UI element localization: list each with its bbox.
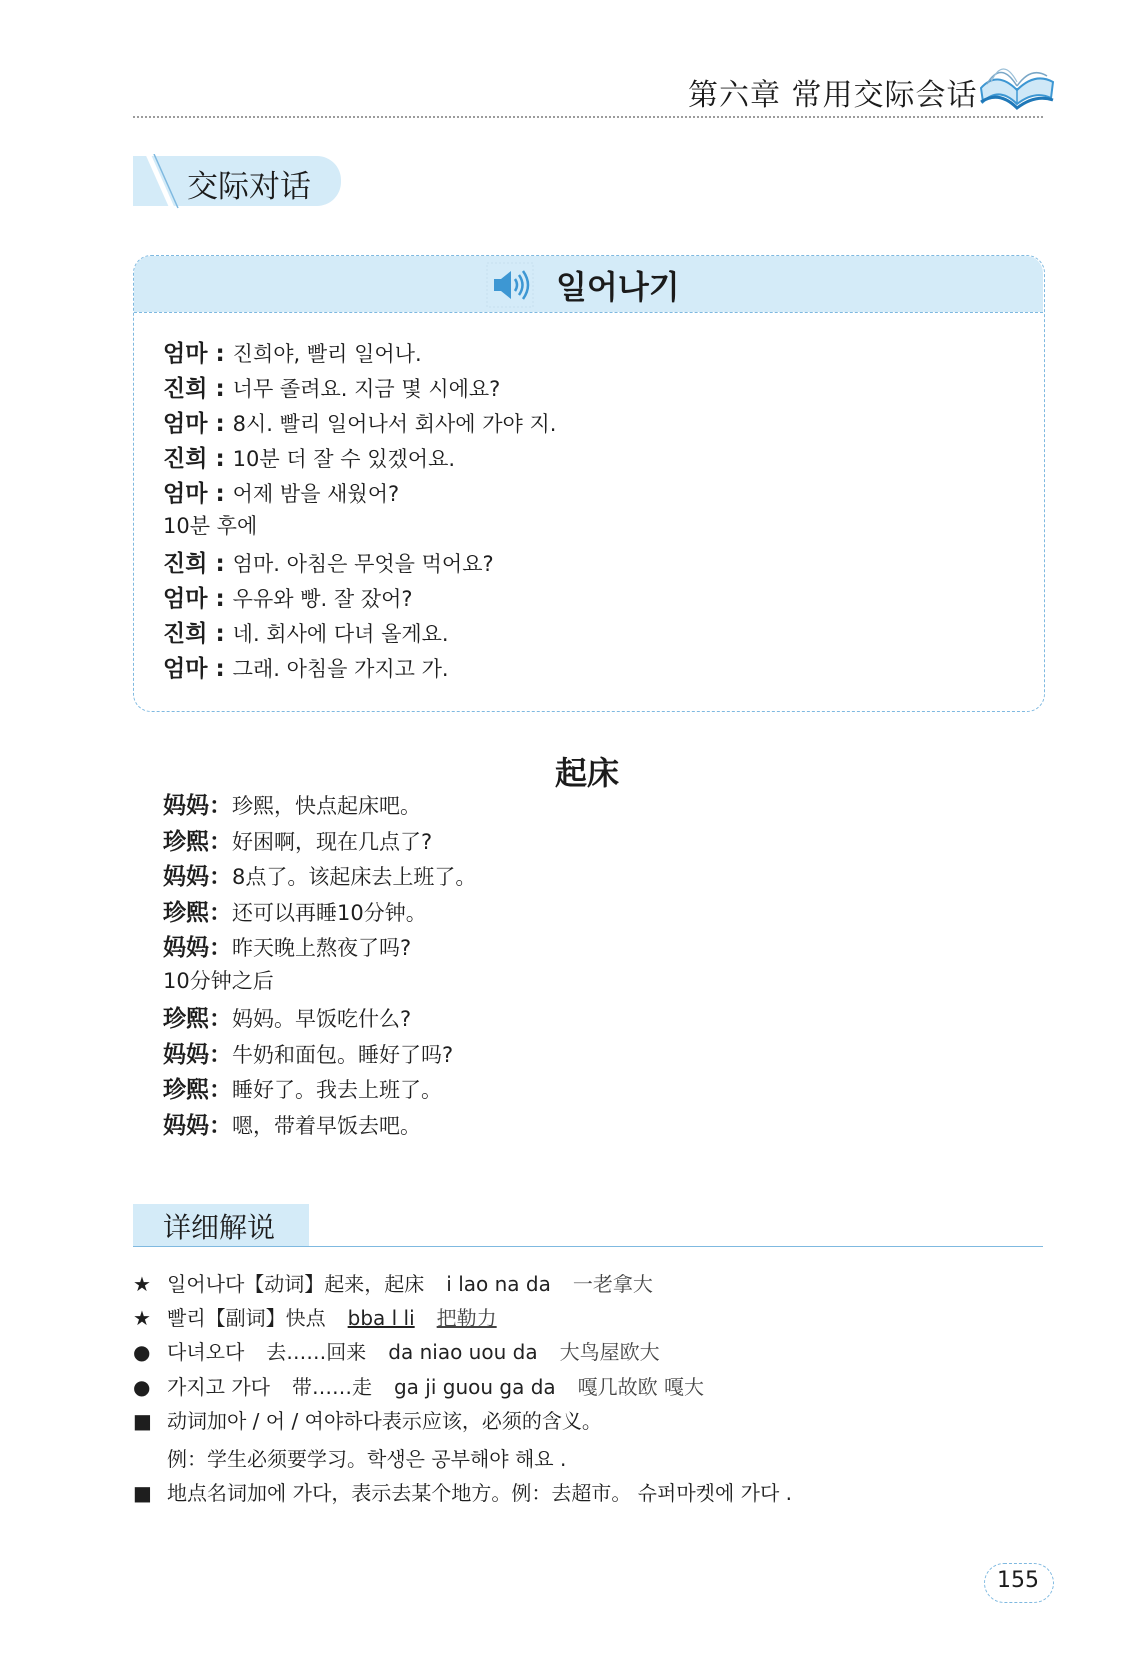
dialog-line: 엄마 : 8시. 빨리 일어나서 회사에 가야 지. <box>163 411 557 437</box>
dialog-line: 진희 : 너무 졸려요. 지금 몇 시에요? <box>163 376 501 402</box>
page-number: 155 <box>997 1568 1039 1593</box>
dialog-line: 珍熙：还可以再睡10分钟。 <box>163 899 427 926</box>
korean-dialog-title: 일어나기 <box>556 268 680 306</box>
line-text: 그래. 아침을 가지고 가. <box>232 657 449 681</box>
section-title: 交际对话 <box>187 169 311 205</box>
dialog-line: 엄마 : 그래. 아침을 가지고 가. <box>163 656 449 682</box>
line-text: 진희야, 빨리 일어나. <box>232 342 422 366</box>
speaker-name: 엄마 <box>163 411 208 437</box>
grammar-note: ■ 地点名词加에 가다，表示去某个地方。例：去超市。 슈퍼마켓에 가다 . <box>133 1481 792 1505</box>
line-text: 珍熙，快点起床吧。 <box>232 794 421 818</box>
vocab-item: ★ 일어나다【动词】起来，起床 i lao na da 一老拿大 <box>133 1272 653 1296</box>
line-text: 엄마. 아침은 무엇을 먹어요? <box>232 552 494 576</box>
line-text: 妈妈。早饭吃什么? <box>232 1007 412 1031</box>
speaker-name: 엄마 <box>163 586 208 612</box>
speaker-name: 진희 <box>163 551 208 577</box>
line-text: 好困啊，现在几点了? <box>232 829 433 854</box>
header-divider <box>133 116 1043 118</box>
details-title: 详细解说 <box>163 1211 276 1244</box>
line-text: 昨天晚上熬夜了吗? <box>232 936 412 960</box>
dialog-line: 妈妈：昨天晚上熬夜了吗? <box>163 935 412 961</box>
line-text: 10분 후에 <box>163 514 258 538</box>
speaker-name: 엄마 <box>163 656 208 682</box>
dialog-line: 엄마 : 우유와 빵. 잘 잤어? <box>163 586 413 612</box>
line-text: 우유와 빵. 잘 잤어? <box>232 587 413 611</box>
dialog-line: 珍熙：妈妈。早饭吃什么? <box>163 1006 412 1032</box>
vocab-item: ★ 빨리【副词】快点 bba l li 把勒力 <box>133 1306 497 1330</box>
line-text: 睡好了。我去上班了。 <box>232 1078 442 1102</box>
speaker-name: 妈妈 <box>163 864 209 890</box>
line-text: 嗯，带着早饭去吧。 <box>232 1113 421 1138</box>
dialog-line: 진희 : 엄마. 아침은 무엇을 먹어요? <box>163 551 494 577</box>
speaker-name: 妈妈 <box>163 1041 209 1068</box>
dialog-line: 진희 : 10분 더 잘 수 있겠어요. <box>163 446 456 472</box>
dialog-line: 엄마 : 진희야, 빨리 일어나. <box>163 341 422 367</box>
dialog-line: 妈妈：8点了。该起床去上班了。 <box>163 864 477 890</box>
line-text: 10分钟之后 <box>163 968 274 993</box>
dialog-line: 妈妈：嗯，带着早饭去吧。 <box>163 1112 421 1139</box>
dialog-header-divider <box>134 312 1043 313</box>
dialog-line: 珍熙：睡好了。我去上班了。 <box>163 1077 442 1103</box>
line-text: 还可以再睡10分钟。 <box>232 900 427 925</box>
line-text: 8시. 빨리 일어나서 회사에 가야 지. <box>232 412 557 436</box>
dialog-line: 珍熙：好困啊，现在几点了? <box>163 828 433 855</box>
speaker-name: 진희 <box>163 376 208 402</box>
dialog-line: 妈妈：牛奶和面包。睡好了吗? <box>163 1041 454 1068</box>
dialog-line: 진희 : 네. 회사에 다녀 올게요. <box>163 621 449 647</box>
line-text: 牛奶和面包。睡好了吗? <box>232 1042 454 1067</box>
tab-slash-decoration <box>140 154 180 210</box>
speaker-name: 珍熙 <box>163 828 209 855</box>
line-text: 8点了。该起床去上班了。 <box>232 865 477 889</box>
speaker-name: 妈妈 <box>163 1112 209 1139</box>
details-divider <box>133 1246 1043 1247</box>
grammar-example: 例：学生必须要学习。학생은 공부해야 해요 . <box>167 1447 567 1471</box>
speaker-name: 妈妈 <box>163 935 209 961</box>
vocab-item: ● 가지고 가다 带……走 ga ji guou ga da 嘎几故欧 嘎大 <box>133 1375 705 1399</box>
dialog-line: 엄마 : 어제 밤을 새웠어? <box>163 481 400 507</box>
speaker-name: 珍熙 <box>163 899 209 926</box>
line-text: 네. 회사에 다녀 올게요. <box>232 622 449 646</box>
dialog-line <box>163 510 257 540</box>
speaker-audio-icon[interactable] <box>486 262 534 308</box>
chapter-title: 第六章 常用交际会话 <box>688 78 978 113</box>
speaker-name: 엄마 <box>163 481 208 507</box>
dialog-line <box>163 965 274 995</box>
dialog-line: 妈妈：珍熙，快点起床吧。 <box>163 793 421 819</box>
vocab-item: ● 다녀오다 去……回来 da niao uou da 大鸟屋欧大 <box>133 1340 660 1364</box>
speaker-name: 진희 <box>163 621 208 647</box>
speaker-name: 진희 <box>163 446 208 472</box>
open-book-icon <box>977 52 1057 114</box>
chinese-dialog-title: 起床 <box>555 754 620 792</box>
line-text: 어제 밤을 새웠어? <box>232 482 400 506</box>
speaker-name: 妈妈 <box>163 793 209 819</box>
speaker-name: 珍熙 <box>163 1006 209 1032</box>
line-text: 너무 졸려요. 지금 몇 시에요? <box>232 377 501 401</box>
grammar-note: ■ 动词加아 / 어 / 여야하다表示应该，必须的含义。 <box>133 1409 602 1433</box>
line-text: 10분 더 잘 수 있겠어요. <box>232 447 456 471</box>
speaker-name: 엄마 <box>163 341 208 367</box>
speaker-name: 珍熙 <box>163 1077 209 1103</box>
